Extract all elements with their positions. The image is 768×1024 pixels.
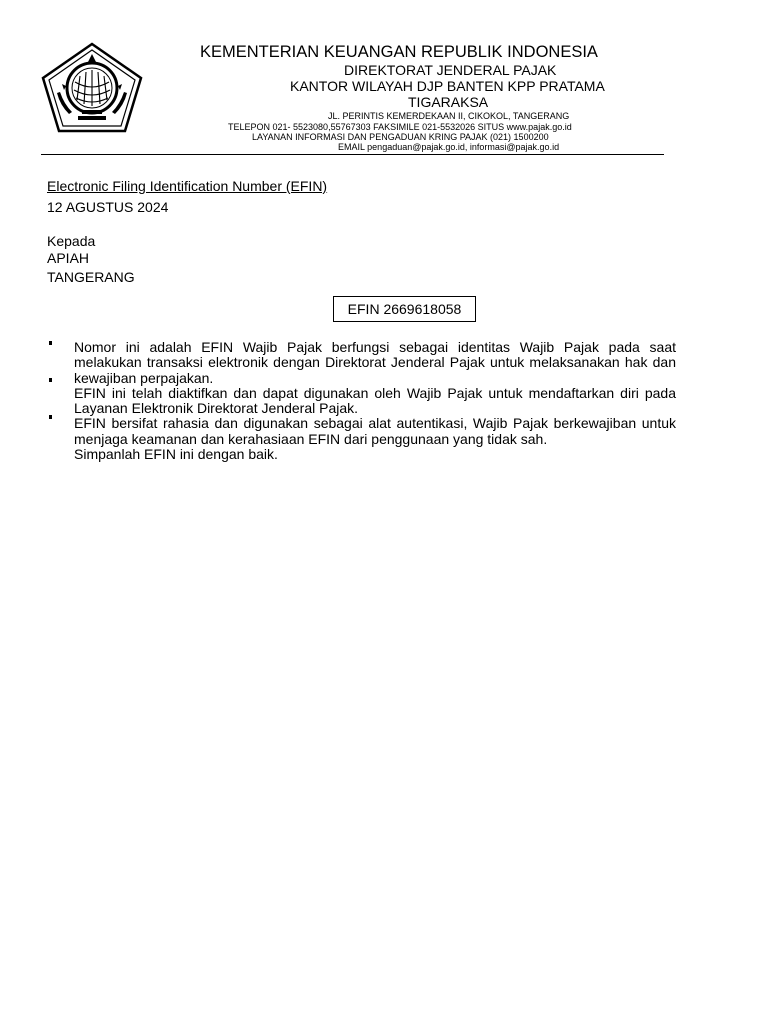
office-city: TIGARAKSA <box>408 94 489 110</box>
ministry-of-finance-seal-icon <box>40 42 144 134</box>
office-address: JL. PERINTIS KEMERDEKAAN II, CIKOKOL, TANGERANG <box>328 111 570 121</box>
note-item: Simpanlah EFIN ini dengan baik. <box>74 446 278 463</box>
office-contact-line: TELEPON 021- 5523080,55767303 FAKSIMILE 021-5532026 SITUS www.pajak.go.id <box>228 122 572 132</box>
regional-office-name: KANTOR WILAYAH DJP BANTEN KPP PRATAMA <box>290 78 605 94</box>
efin-number-box: EFIN 2669618058 <box>333 296 476 322</box>
office-email-line: EMAIL pengaduan@pajak.go.id, informasi@pajak.go.id <box>338 142 560 152</box>
efin-notes <box>74 340 676 462</box>
document-title: Electronic Filing Identification Number (EFIN) <box>47 178 328 194</box>
header-divider <box>41 154 664 155</box>
note-item: EFIN ini telah diaktifkan dan dapat digunakan oleh Wajib Pajak untuk mendaftarkan diri pada Layanan Elektronik Direktorat Jenderal Pajak. <box>74 384 676 417</box>
ministry-name: KEMENTERIAN KEUANGAN REPUBLIK INDONESIA <box>200 43 598 61</box>
note-item: EFIN bersifat rahasia dan digunakan sebagai alat autentikasi, Wajib Pajak berkewajiban untuk menjaga keamanan dan kerahasiaan EFIN dari penggunaan yang tidak sah. <box>74 415 676 447</box>
note-item: Nomor ini adalah EFIN Wajib Pajak berfungsi sebagai identitas Wajib Pajak pada saat melakukan transaksi elektronik dengan Direktorat Jenderal Pajak untuk melaksanakan hak dan kewajiban perpajakan. <box>74 339 676 386</box>
bullet-marker <box>49 415 52 419</box>
recipient-name: APIAH <box>47 250 90 266</box>
recipient-city: TANGERANG <box>47 269 135 285</box>
document-date: 12 AGUSTUS 2024 <box>47 199 169 215</box>
recipient-label: Kepada <box>47 233 96 249</box>
directorate-name: DIREKTORAT JENDERAL PAJAK <box>344 62 557 78</box>
office-service-line: LAYANAN INFORMASI DAN PENGADUAN KRING PAJAK (021) 1500200 <box>252 132 549 142</box>
bullet-marker <box>49 378 52 382</box>
bullet-marker <box>49 341 52 345</box>
